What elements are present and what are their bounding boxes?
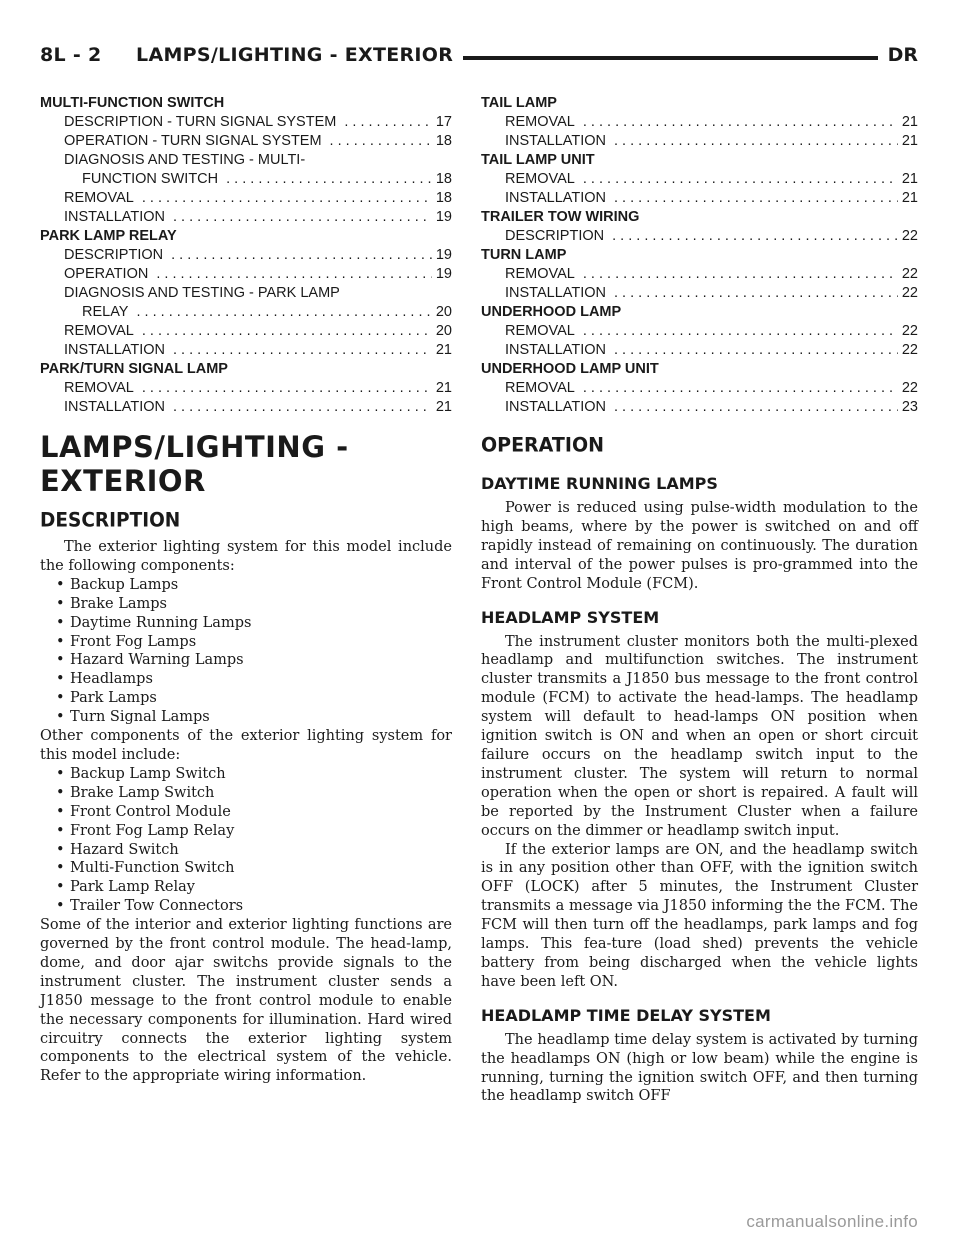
toc-entry [481, 284, 918, 303]
toc-entry-label: DESCRIPTION - TURN SIGNAL SYSTEM [64, 114, 337, 130]
bullet-icon: • [56, 803, 65, 820]
toc-entry-label: REMOVAL [505, 114, 575, 130]
toc-leader-dots [142, 322, 432, 341]
toc-leader-dots [614, 189, 898, 208]
toc-entry [40, 189, 452, 208]
description-heading: DESCRIPTION [40, 509, 181, 532]
toc-leader-dots [142, 379, 432, 398]
toc-entry [40, 132, 452, 151]
toc-entry-label: OPERATION [64, 266, 149, 282]
list-item [40, 803, 452, 822]
list-item-text: Front Fog Lamps [70, 633, 197, 650]
toc-page-number: 23 [901, 399, 918, 415]
toc-page-number: 22 [901, 380, 918, 396]
list-item-text: Park Lamp Relay [70, 879, 195, 896]
toc-page-number: 22 [901, 285, 918, 301]
list-item [40, 822, 452, 841]
drl-text: Power is reduced using pulse-width modulation to the high beams, where by the power is switched on and off rapidly instead of remaining on continuously. The duration and interval of the power pulses is pro-grammed into the Front Control Module (FCM). [481, 500, 918, 592]
toc-left [40, 94, 452, 417]
toc-section-heading: TRAILER TOW WIRING [481, 209, 640, 225]
toc-leader-dots [173, 341, 432, 360]
list-item-text: Turn Signal Lamps [70, 709, 210, 726]
toc-entry-label: RELAY [82, 304, 129, 320]
toc-section-heading: UNDERHOOD LAMP UNIT [481, 361, 659, 377]
toc-section-heading: TURN LAMP [481, 247, 567, 263]
toc-entry [40, 322, 452, 341]
toc-entry [40, 379, 452, 398]
toc-leader-dots [330, 132, 432, 151]
toc-entry [40, 208, 452, 227]
toc-entry [40, 170, 452, 189]
toc-section-heading: PARK LAMP RELAY [40, 228, 177, 244]
toc-entry [40, 303, 452, 322]
toc-entry-label: REMOVAL [505, 171, 575, 187]
toc-leader-dots [583, 265, 898, 284]
toc-entry [40, 341, 452, 360]
toc-entry [40, 113, 452, 132]
toc-page-number: 20 [435, 323, 452, 339]
toc-page-number: 21 [901, 133, 918, 149]
toc-entry [40, 398, 452, 417]
headlamp-system-heading: HEADLAMP SYSTEM [481, 607, 660, 627]
toc-entry [481, 189, 918, 208]
toc-entry-label: INSTALLATION [64, 399, 165, 415]
left-body [40, 430, 452, 1086]
toc-right [481, 94, 918, 417]
toc-entry [481, 113, 918, 132]
toc-entry-label: INSTALLATION [505, 190, 606, 206]
toc-leader-dots [171, 246, 432, 265]
toc-entry-label: FUNCTION SWITCH [82, 171, 219, 187]
toc-entry-label: INSTALLATION [505, 342, 606, 358]
toc-section-heading: UNDERHOOD LAMP [481, 304, 622, 320]
toc-entry-label: REMOVAL [505, 380, 575, 396]
toc-entry-label: REMOVAL [505, 323, 575, 339]
list-item-text: Backup Lamp Switch [70, 765, 226, 782]
toc-leader-dots [173, 398, 432, 417]
toc-entry [481, 265, 918, 284]
bullet-icon: • [56, 633, 65, 650]
description-closing: Some of the interior and exterior lighting functions are governed by the front control module. The head-lamp, dome, and door ajar switchs provide signals to the instrument cluster. The instrument cluster sends a J1850 message to the front control module to enable the necessary components for illumination. Hard wired circuitry connects the exterior lighting system components to the electrical system of the vehicle. Refer to the appropriate wiring information. [40, 917, 452, 1085]
toc-entry [481, 322, 918, 341]
description-intro: The exterior lighting system for this model include the following components: [40, 539, 452, 574]
toc-section-heading: TAIL LAMP UNIT [481, 152, 595, 168]
toc-leader-dots [614, 398, 898, 417]
bullet-icon: • [56, 576, 65, 593]
list-item-text: Front Fog Lamp Relay [70, 822, 235, 839]
toc-entry [481, 379, 918, 398]
bullet-icon: • [56, 784, 65, 801]
toc-entry-label: OPERATION - TURN SIGNAL SYSTEM [64, 133, 322, 149]
list-item [40, 897, 452, 916]
right-body [481, 434, 918, 1106]
toc-entry-label: DESCRIPTION [505, 228, 605, 244]
bullet-icon: • [56, 614, 65, 631]
list-item [40, 841, 452, 860]
other-components-list [40, 765, 452, 916]
toc-page-number: 18 [435, 133, 452, 149]
toc-leader-dots [583, 113, 898, 132]
toc-page-number: 21 [435, 342, 452, 358]
bullet-icon: • [56, 841, 65, 858]
toc-entry [40, 246, 452, 265]
list-item [40, 651, 452, 670]
list-item [40, 765, 452, 784]
toc-page-number: 18 [435, 190, 452, 206]
toc-page-number: 22 [901, 228, 918, 244]
header-section-title: 8L - 2 LAMPS/LIGHTING - EXTERIOR [40, 44, 463, 66]
toc-leader-dots [612, 227, 898, 246]
list-item-text: Hazard Warning Lamps [70, 652, 244, 669]
toc-page-number: 22 [901, 323, 918, 339]
toc-page-number: 22 [901, 342, 918, 358]
list-item [40, 689, 452, 708]
toc-leader-dots [583, 170, 898, 189]
list-item-text: Multi-Function Switch [70, 860, 235, 877]
toc-page-number: 21 [901, 171, 918, 187]
bullet-icon: • [56, 709, 65, 726]
list-item-text: Hazard Switch [70, 841, 179, 858]
toc-entry [481, 170, 918, 189]
toc-entry-label: REMOVAL [64, 380, 134, 396]
time-delay-text: The headlamp time delay system is activated by turning the headlamps ON (high or low beam) while the engine is running, turning the ignition switch OFF, and then turning the headlamp switch OFF [481, 1031, 918, 1105]
other-components-intro: Other components of the exterior lighting system for this model include: [40, 728, 452, 763]
toc-entry-label: INSTALLATION [505, 133, 606, 149]
list-item [40, 595, 452, 614]
page-header [40, 44, 918, 76]
toc-page-number: 19 [435, 209, 452, 225]
list-item [40, 670, 452, 689]
bullet-icon: • [56, 879, 65, 896]
toc-entry-text: DIAGNOSIS AND TESTING - PARK LAMP [64, 285, 340, 301]
toc-section-heading: PARK/TURN SIGNAL LAMP [40, 361, 228, 377]
bullet-icon: • [56, 595, 65, 612]
toc-leader-dots [614, 132, 898, 151]
watermark: carmanualsonline.info [746, 1212, 918, 1231]
list-item-text: Front Control Module [70, 803, 231, 820]
headlamp-text-2: If the exterior lamps are ON, and the headlamp switch is in any position other than OFF, with the ignition switch OFF (LOCK) after 5 minutes, the Instrument Cluster transmits a message via J1850 informing the the FCM. The FCM will then turn off the headlamps, park lamps and fog lamps. This fea-ture (load shed) prevents the vehicle battery from being discharged when the vehicle lights have been left ON. [481, 841, 918, 990]
list-item-text: Park Lamps [70, 690, 157, 707]
list-item [40, 633, 452, 652]
list-item-text: Brake Lamps [70, 595, 167, 612]
toc-leader-dots [226, 170, 432, 189]
toc-entry [481, 132, 918, 151]
list-item-text: Brake Lamp Switch [70, 784, 215, 801]
list-item [40, 784, 452, 803]
toc-leader-dots [583, 322, 898, 341]
toc-entry-text: DIAGNOSIS AND TESTING - MULTI- [64, 152, 306, 168]
toc-section-heading: TAIL LAMP [481, 95, 557, 111]
toc-page-number: 17 [435, 114, 452, 130]
toc-entry [481, 341, 918, 360]
toc-page-number: 22 [901, 266, 918, 282]
bullet-icon: • [56, 898, 65, 915]
headlamp-text-1: The instrument cluster monitors both the multi-plexed headlamp and multifunction switches. The instrument cluster transmits a J1850 bus message to the front control module (FCM) to activate the head-lamps. The headlamp system will default to head-lamps ON position when ignition switch is ON and when an open or short circuit failure occurs on the headlamp switch input to the instrument cluster. The system will return to normal operation when the open or short is repaired. A fault will be reported by the Instrument Cluster when a failure occurs on the dimmer or headlamp switch input. [481, 633, 918, 839]
list-item [40, 708, 452, 727]
toc-leader-dots [156, 265, 432, 284]
bullet-icon: • [56, 652, 65, 669]
drl-heading: DAYTIME RUNNING LAMPS [481, 474, 718, 493]
header-manual-code: DR [878, 44, 918, 66]
toc-leader-dots [614, 284, 898, 303]
page-title: LAMPS/LIGHTING - EXTERIOR [40, 430, 349, 498]
bullet-icon: • [56, 690, 65, 707]
toc-entry-label: INSTALLATION [64, 209, 165, 225]
toc-page-number: 21 [901, 114, 918, 130]
toc-entry-label: INSTALLATION [505, 399, 606, 415]
list-item-text: Headlamps [70, 671, 153, 688]
toc-page-number: 19 [435, 266, 452, 282]
toc-page-number: 19 [435, 247, 452, 263]
toc-leader-dots [173, 208, 432, 227]
toc-entry [40, 265, 452, 284]
toc-entry-label: REMOVAL [505, 266, 575, 282]
toc-entry [481, 227, 918, 246]
toc-leader-dots [136, 303, 431, 322]
toc-leader-dots [614, 341, 898, 360]
toc-page-number: 21 [901, 190, 918, 206]
toc-entry-label: REMOVAL [64, 190, 134, 206]
list-item-text: Daytime Running Lamps [70, 614, 252, 631]
toc-entry-label: DESCRIPTION [64, 247, 164, 263]
toc-entry [481, 398, 918, 417]
list-item-text: Backup Lamps [70, 576, 179, 593]
list-item [40, 878, 452, 897]
toc-entry-label: INSTALLATION [505, 285, 606, 301]
toc-entry-label: INSTALLATION [64, 342, 165, 358]
time-delay-heading: HEADLAMP TIME DELAY SYSTEM [481, 1005, 771, 1025]
list-item [40, 859, 452, 878]
bullet-icon: • [56, 671, 65, 688]
list-item [40, 614, 452, 633]
toc-page-number: 21 [435, 399, 452, 415]
toc-page-number: 18 [435, 171, 452, 187]
toc-page-number: 20 [435, 304, 452, 320]
components-list [40, 576, 452, 727]
bullet-icon: • [56, 822, 65, 839]
toc-leader-dots [583, 379, 898, 398]
toc-leader-dots [142, 189, 432, 208]
toc-leader-dots [344, 113, 432, 132]
list-item [40, 576, 452, 595]
list-item-text: Trailer Tow Connectors [70, 898, 244, 915]
toc-page-number: 21 [435, 380, 452, 396]
bullet-icon: • [56, 765, 65, 782]
toc-section-heading: MULTI-FUNCTION SWITCH [40, 95, 225, 111]
toc-entry-label: REMOVAL [64, 323, 134, 339]
operation-heading: OPERATION [481, 433, 604, 457]
bullet-icon: • [56, 860, 65, 877]
